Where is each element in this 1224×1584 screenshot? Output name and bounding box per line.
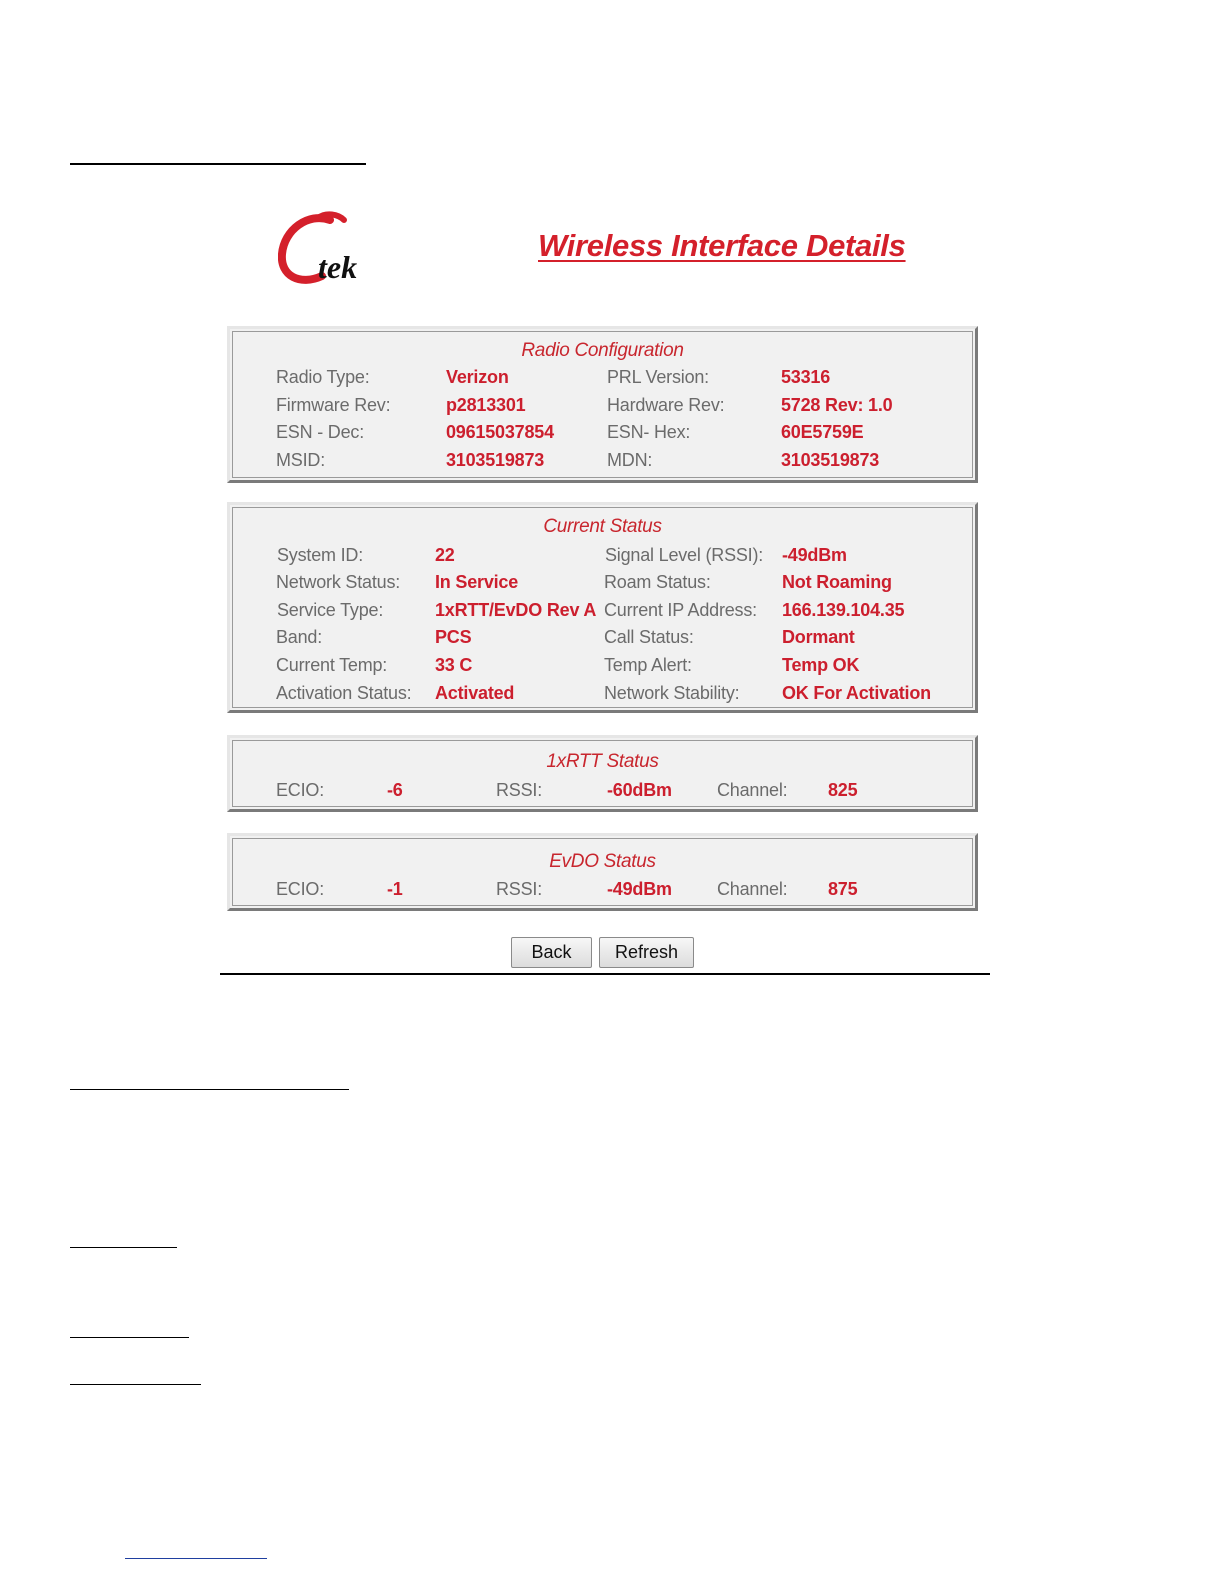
radio-configuration-panel (227, 326, 978, 483)
current-temp-value: 33 C (435, 655, 473, 675)
radio-type-value: Verizon (446, 367, 509, 387)
rtt-rssi-value: -60dBm (607, 780, 672, 800)
esn-dec-value: 09615037854 (446, 422, 554, 442)
system-id-label: System ID: (277, 545, 364, 565)
msid-label: MSID: (276, 450, 326, 470)
current-ip-value: 166.139.104.35 (782, 600, 905, 620)
temp-alert-label: Temp Alert: (604, 655, 692, 675)
page-title: Wireless Interface Details (538, 228, 906, 263)
evdo-ecio-value: -1 (387, 879, 403, 899)
svg-text:tek: tek (318, 249, 358, 285)
current-status-panel (227, 502, 978, 713)
hardware-rev-label: Hardware Rev: (607, 395, 725, 415)
hardware-rev-value: 5728 Rev: 1.0 (781, 395, 893, 415)
network-status-value: In Service (435, 572, 519, 592)
heading-rule-top (70, 163, 366, 165)
heading-rule-2 (70, 1089, 349, 1090)
band-value: PCS (435, 627, 472, 647)
link-rule[interactable] (125, 1558, 267, 1559)
activation-status-value: Activated (435, 683, 515, 703)
rtt-ecio-value: -6 (387, 780, 403, 800)
service-type-value: 1xRTT/EvDO Rev A (435, 600, 597, 620)
rtt-status-panel (227, 735, 978, 812)
rtt-rssi-label: RSSI: (496, 780, 543, 800)
esn-dec-label: ESN - Dec: (276, 422, 365, 442)
current-status-title: Current Status (543, 516, 662, 537)
rtt-status-title: 1xRTT Status (546, 751, 659, 772)
roam-status-label: Roam Status: (604, 572, 711, 592)
network-status-label: Network Status: (276, 572, 401, 592)
mdn-label: MDN: (607, 450, 653, 470)
mdn-value: 3103519873 (781, 450, 880, 470)
prl-version-value: 53316 (781, 367, 831, 387)
network-stability-label: Network Stability: (604, 683, 740, 703)
temp-alert-value: Temp OK (782, 655, 860, 675)
back-button[interactable]: Back (511, 937, 592, 968)
signal-level-value: -49dBm (782, 545, 847, 565)
network-stability-value: OK For Activation (782, 683, 931, 703)
call-status-value: Dormant (782, 627, 855, 647)
rtt-channel-label: Channel: (717, 780, 788, 800)
evdo-channel-value: 875 (828, 879, 858, 899)
band-label: Band: (276, 627, 323, 647)
system-id-value: 22 (435, 545, 455, 565)
radio-type-label: Radio Type: (276, 367, 370, 387)
current-temp-label: Current Temp: (276, 655, 388, 675)
ctek-logo (278, 210, 396, 292)
refresh-button[interactable]: Refresh (599, 937, 694, 968)
current-ip-label: Current IP Address: (604, 600, 757, 620)
figure-bottom-rule (220, 973, 990, 975)
evdo-rssi-value: -49dBm (607, 879, 672, 899)
msid-value: 3103519873 (446, 450, 545, 470)
rtt-ecio-label: ECIO: (276, 780, 325, 800)
firmware-rev-value: p2813301 (446, 395, 526, 415)
esn-hex-label: ESN- Hex: (607, 422, 691, 442)
call-status-label: Call Status: (604, 627, 694, 647)
heading-rule-5 (70, 1384, 201, 1385)
evdo-rssi-label: RSSI: (496, 879, 543, 899)
activation-status-label: Activation Status: (276, 683, 412, 703)
evdo-status-panel (227, 833, 978, 911)
radio-configuration-title: Radio Configuration (521, 340, 684, 361)
service-type-label: Service Type: (277, 600, 384, 620)
evdo-status-title: EvDO Status (549, 851, 656, 872)
evdo-channel-label: Channel: (717, 879, 788, 899)
prl-version-label: PRL Version: (607, 367, 709, 387)
rtt-channel-value: 825 (828, 780, 858, 800)
heading-rule-3 (70, 1247, 177, 1248)
firmware-rev-label: Firmware Rev: (276, 395, 391, 415)
roam-status-value: Not Roaming (782, 572, 892, 592)
heading-rule-4 (70, 1337, 189, 1338)
esn-hex-value: 60E5759E (781, 422, 864, 442)
signal-level-label: Signal Level (RSSI): (605, 545, 764, 565)
evdo-ecio-label: ECIO: (276, 879, 325, 899)
